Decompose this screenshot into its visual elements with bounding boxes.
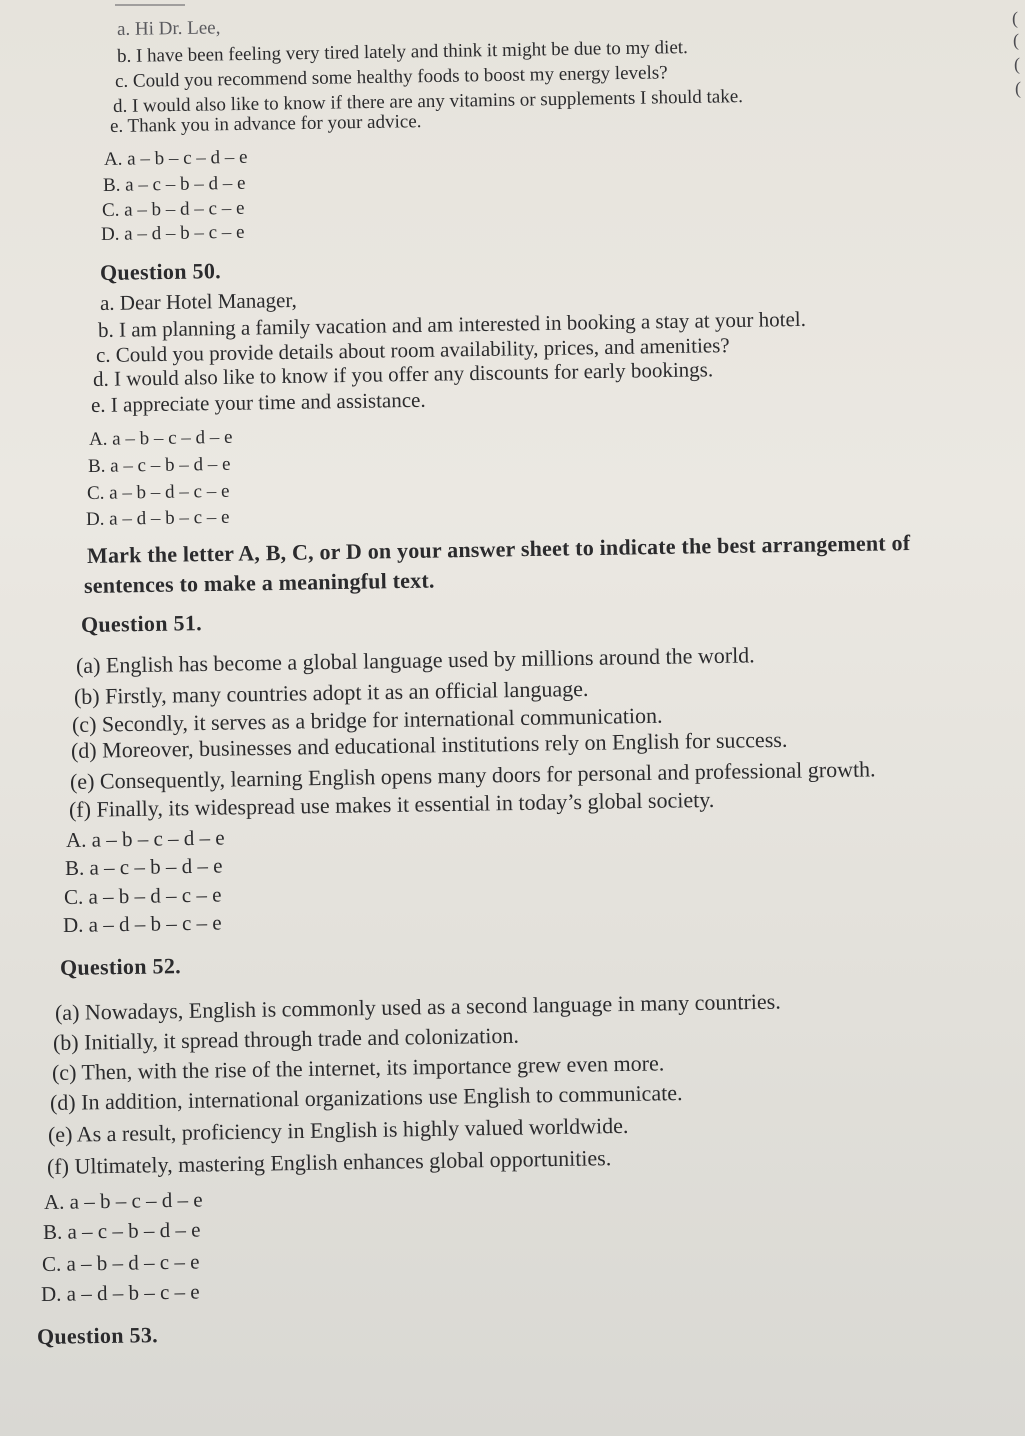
option-d[interactable]: D. a – d – b – c – e [40, 1279, 200, 1306]
question-title: Question 51. [80, 610, 203, 637]
sentence-f: (f) Ultimately, mastering English enhances global opportunities. [46, 1145, 612, 1179]
option-b[interactable]: B. a – c – b – d – e [87, 453, 231, 477]
sentence-c: (c) Then, with the rise of the internet, its importance grew even more. [51, 1050, 665, 1085]
option-c[interactable]: C. a – b – d – c – e [86, 480, 230, 504]
sentence-c: c. Could you recommend some healthy foods to boost my energy levels? [114, 62, 668, 92]
sentence-e: (e) Consequently, learning English opens many doors for personal and professional growth. [69, 756, 876, 794]
option-a[interactable]: A. a – b – c – d – e [88, 426, 233, 450]
sentence-a: (a) English has become a global language used by millions around the world. [75, 642, 755, 678]
option-c[interactable]: C. a – b – d – c – e [101, 197, 245, 221]
margin-mark: ( [1013, 30, 1019, 50]
sentence-b: b. I am planning a family vacation and am interested in booking a stay at your hotel. [97, 306, 807, 342]
sentence-d: d. I would also like to know if there are any vitamins or supplements I should take. [112, 86, 744, 117]
option-a[interactable]: A. a – b – c – d – e [43, 1187, 203, 1214]
sentence-b: (b) Firstly, many countries adopt it as an official language. [73, 675, 589, 709]
option-a[interactable]: A. a – b – c – d – e [103, 146, 248, 170]
sentence-e: (e) As a result, proficiency in English is highly valued worldwide. [47, 1112, 629, 1147]
margin-mark: ( [1015, 78, 1021, 98]
option-a[interactable]: A. a – b – c – d – e [65, 825, 225, 852]
sentence-a: (a) Nowadays, English is commonly used as a second language in many countries. [54, 988, 781, 1025]
question-title: Question 52. [59, 953, 182, 980]
sentence-c: c. Could you provide details about room availability, prices, and amenities? [95, 333, 730, 367]
question-title: Question 53. [36, 1322, 159, 1349]
sentence-e: e. I appreciate your time and assistance. [90, 387, 426, 417]
margin-mark: ( [1012, 8, 1018, 28]
option-b[interactable]: B. a – c – b – d – e [42, 1217, 201, 1244]
sentence-d: d. I would also like to know if you offer any discounts for early bookings. [92, 357, 714, 391]
cut-off-heading-fragment [115, 0, 185, 6]
sentence-d: (d) In addition, international organizations use English to communicate. [49, 1080, 683, 1115]
instruction-line-2: sentences to make a meaningful text. [83, 567, 435, 598]
sentence-e: e. Thank you in advance for your advice. [109, 111, 422, 137]
option-b[interactable]: B. a – c – b – d – e [64, 853, 223, 880]
sentence-b: (b) Initially, it spread through trade and colonization. [52, 1022, 520, 1055]
question-title: Question 50. [99, 258, 222, 285]
option-d[interactable]: D. a – d – b – c – e [85, 506, 230, 530]
sentence-a: a. Hi Dr. Lee, [116, 17, 221, 40]
sentence-b: b. I have been feeling very tired lately and think it might be due to my diet. [116, 37, 688, 67]
margin-mark: ( [1014, 54, 1020, 74]
option-c[interactable]: C. a – b – d – c – e [41, 1249, 200, 1276]
instruction-line-1: Mark the letter A, B, C, or D on your answer sheet to indicate the best arrangement of [86, 530, 911, 568]
option-d[interactable]: D. a – d – b – c – e [62, 910, 222, 937]
option-b[interactable]: B. a – c – b – d – e [102, 172, 246, 196]
option-c[interactable]: C. a – b – d – c – e [63, 882, 222, 909]
sentence-c: (c) Secondly, it serves as a bridge for international communication. [71, 702, 663, 737]
option-d[interactable]: D. a – d – b – c – e [100, 221, 245, 245]
sentence-d: (d) Moreover, businesses and educational institutions rely on English for success. [70, 726, 788, 763]
sentence-f: (f) Finally, its widespread use makes it essential in today’s global society. [68, 786, 715, 822]
sentence-a: a. Dear Hotel Manager, [99, 287, 297, 315]
